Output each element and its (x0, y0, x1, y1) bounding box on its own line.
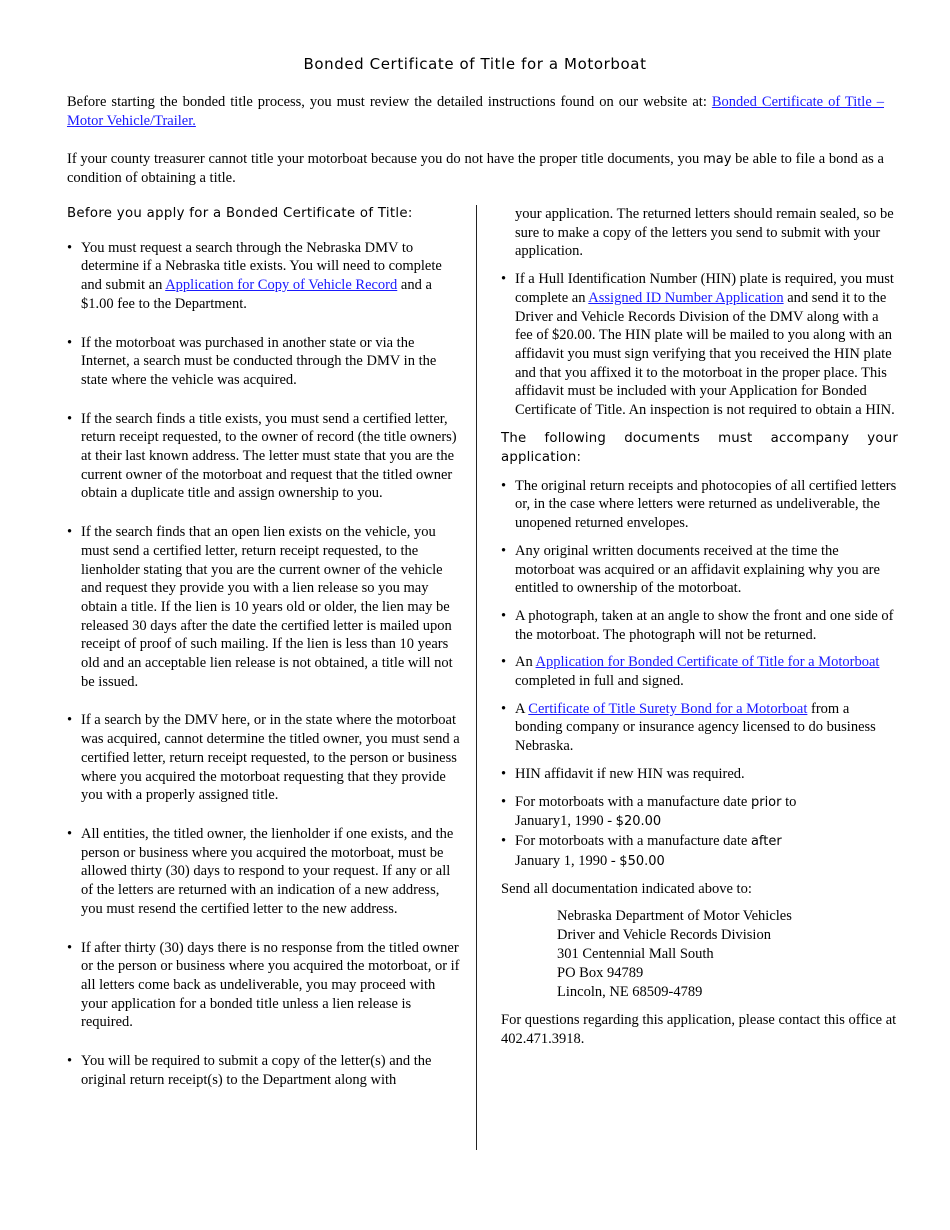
surety-bond-text-b: from a bonding company or insurance agency licensed to do business Nebraska. (515, 700, 876, 755)
intro-bond-text-b: be able to file a bond as a condition of obtaining a title. (67, 151, 884, 186)
application-copy-vehicle-record-link[interactable]: Application for Copy of Vehicle Record (165, 277, 398, 294)
send-instructions: Send all documentation indicated above to: (501, 881, 752, 898)
list-item: • If a search by the DMV here, or in the state where the motorboat was acquired, cannot determine the titled owner, you must send a certified letter, return receipt requested, to the person or business where you acquired the motorboat requesting that they provide you with a properly assigned title. (67, 711, 462, 805)
column-divider (476, 205, 477, 1150)
search-fee-text: and a $1.00 fee to the Department. (81, 277, 432, 312)
right-column (501, 205, 898, 1049)
page-title: Bonded Certificate of Title for a Motorboat (303, 55, 647, 73)
bonded-title-application-link[interactable]: Application for Bonded Certificate of Title for a Motorboat (535, 654, 880, 671)
intro-text: Before starting the bonded title process, you must review the detailed instructions found on our website at: (67, 94, 712, 110)
address-line: 301 Centennial Mall South (557, 946, 714, 963)
contact-info: For questions regarding this application, please contact this office at 402.471.3918. (501, 1012, 897, 1047)
list-item (501, 270, 898, 420)
fee-prior-amount: $20.00 (615, 814, 662, 830)
list-item (501, 700, 898, 756)
assigned-id-number-application-link[interactable]: Assigned ID Number Application (588, 289, 784, 306)
list-item: • HIN affidavit if new HIN was required. (501, 765, 898, 784)
fee-prior-to: to (781, 793, 797, 810)
required-documents-heading: The following documents must accompany your application: (501, 430, 898, 465)
bonded-app-text-b: completed in full and signed. (515, 673, 684, 690)
hin-text-a: If a Hull Identification Number (HIN) plate is required, you must complete an (515, 271, 894, 306)
intro-bond-text-a: If your county treasurer cannot title your motorboat because you do not have the proper title documents, you (67, 151, 704, 167)
bonded-title-instructions-link[interactable]: Bonded Certificate of Title – Motor Vehicle/Trailer. (67, 94, 884, 129)
fee-prior-text: For motorboats with a manufacture date (515, 793, 751, 810)
hin-list (501, 270, 898, 420)
list-item: • You will be required to submit a copy of the letter(s) and the original return receipt(s) to the Department along with (67, 1052, 462, 1089)
fee-after-amount: $50.00 (619, 853, 665, 869)
address-line: PO Box 94789 (557, 965, 644, 982)
surety-bond-text-a: A (515, 700, 529, 717)
mailing-address (557, 907, 898, 1002)
before-you-apply-heading: Before you apply for a Bonded Certificate of Title: (67, 206, 413, 221)
list-item (501, 793, 898, 832)
search-request-text: You must request a search through the Nebraska DMV to determine if a Nebraska title exists. You will need to complete and submit an (81, 239, 442, 294)
list-item: • If the motorboat was purchased in another state or via the Internet, a search must be conducted through the DMV in the state where the vehicle was acquired. (67, 334, 462, 390)
bonded-app-text-a: An (515, 654, 536, 671)
address-line: Nebraska Department of Motor Vehicles (557, 908, 792, 925)
documents-list (501, 477, 898, 872)
list-item (501, 832, 898, 871)
list-item: • All entities, the titled owner, the lienholder if one exists, and the person or business where you acquired the motorboat, must be allowed thirty (30) days to respond to your request. If any or all of the letters are returned with an indication of a new address, you must resend the certified letter to the new address. (67, 825, 462, 919)
address-line: Driver and Vehicle Records Division (557, 927, 771, 944)
fee-after-keyword: after (750, 833, 782, 849)
address-line: Lincoln, NE 68509-4789 (557, 984, 703, 1001)
list-item: • Any original written documents received at the time the motorboat was acquired or an affidavit explaining why you are entitled to ownership of the motorboat. (501, 542, 898, 598)
requirements-list (67, 239, 462, 1090)
intro-paragraph-bond (67, 150, 884, 188)
fee-after-text: For motorboats with a manufacture date (515, 832, 751, 849)
list-item: • A photograph, taken at an angle to show the front and one side of the motorboat. The photograph will not be returned. (501, 607, 898, 644)
list-item: • If after thirty (30) days there is no response from the titled owner or the person or business where you acquired the motorboat, or if all letters come back as undeliverable, you may proceed with your application for a bonded title unless a lien release is required. (67, 939, 462, 1033)
list-item: • If the search finds a title exists, you must send a certified letter, return receipt requested, to the owner of record (the title owners) at their last known address. The letter must state that you are the current owner of the motorboat and request that the titled owner obtain a duplicate title and assign ownership to you. (67, 410, 462, 504)
list-item: • If the search finds that an open lien exists on the vehicle, you must send a certified letter, return receipt requested, to the lienholder stating that you are the current owner of the vehicle and request they provide you with a lien release so you may obtain a title. If the lien is 10 years old or older, the lien may be released 30 days after the date the certified letter is mailed upon receipt of proof of such mailing. If the lien is less than 10 years old and an acceptable lien release is not obtained, a title will not be issued. (67, 523, 462, 691)
list-item (501, 653, 898, 690)
intro-bond-may: may (703, 152, 732, 167)
intro-paragraph-website (67, 93, 884, 131)
hin-text-b: and send it to the Driver and Vehicle Records Division of the DMV along with a fee of $20.00. The HIN plate will be mailed to you along with an affidavit you must sign verifying that you received the HIN plate and that you affixed it to the motorboat in the proper place. This affidavit must be included with your Application for Bonded Certificate of Title. An inspection is not required to obtain a HIN. (515, 289, 895, 419)
continued-text: your application. The returned letters should remain sealed, so be sure to make a copy of the letters you send to submit with your application. (515, 206, 894, 260)
fee-prior-keyword: prior (750, 794, 782, 810)
fee-after-date: January 1, 1990 - (515, 852, 620, 869)
left-column (67, 205, 462, 1109)
surety-bond-link[interactable]: Certificate of Title Surety Bond for a Motorboat (528, 700, 808, 717)
list-item: • The original return receipts and photocopies of all certified letters or, in the case where letters were returned as undeliverable, the unopened returned envelopes. (501, 477, 898, 533)
list-item (67, 239, 462, 314)
fee-prior-date: January1, 1990 - (515, 813, 616, 830)
